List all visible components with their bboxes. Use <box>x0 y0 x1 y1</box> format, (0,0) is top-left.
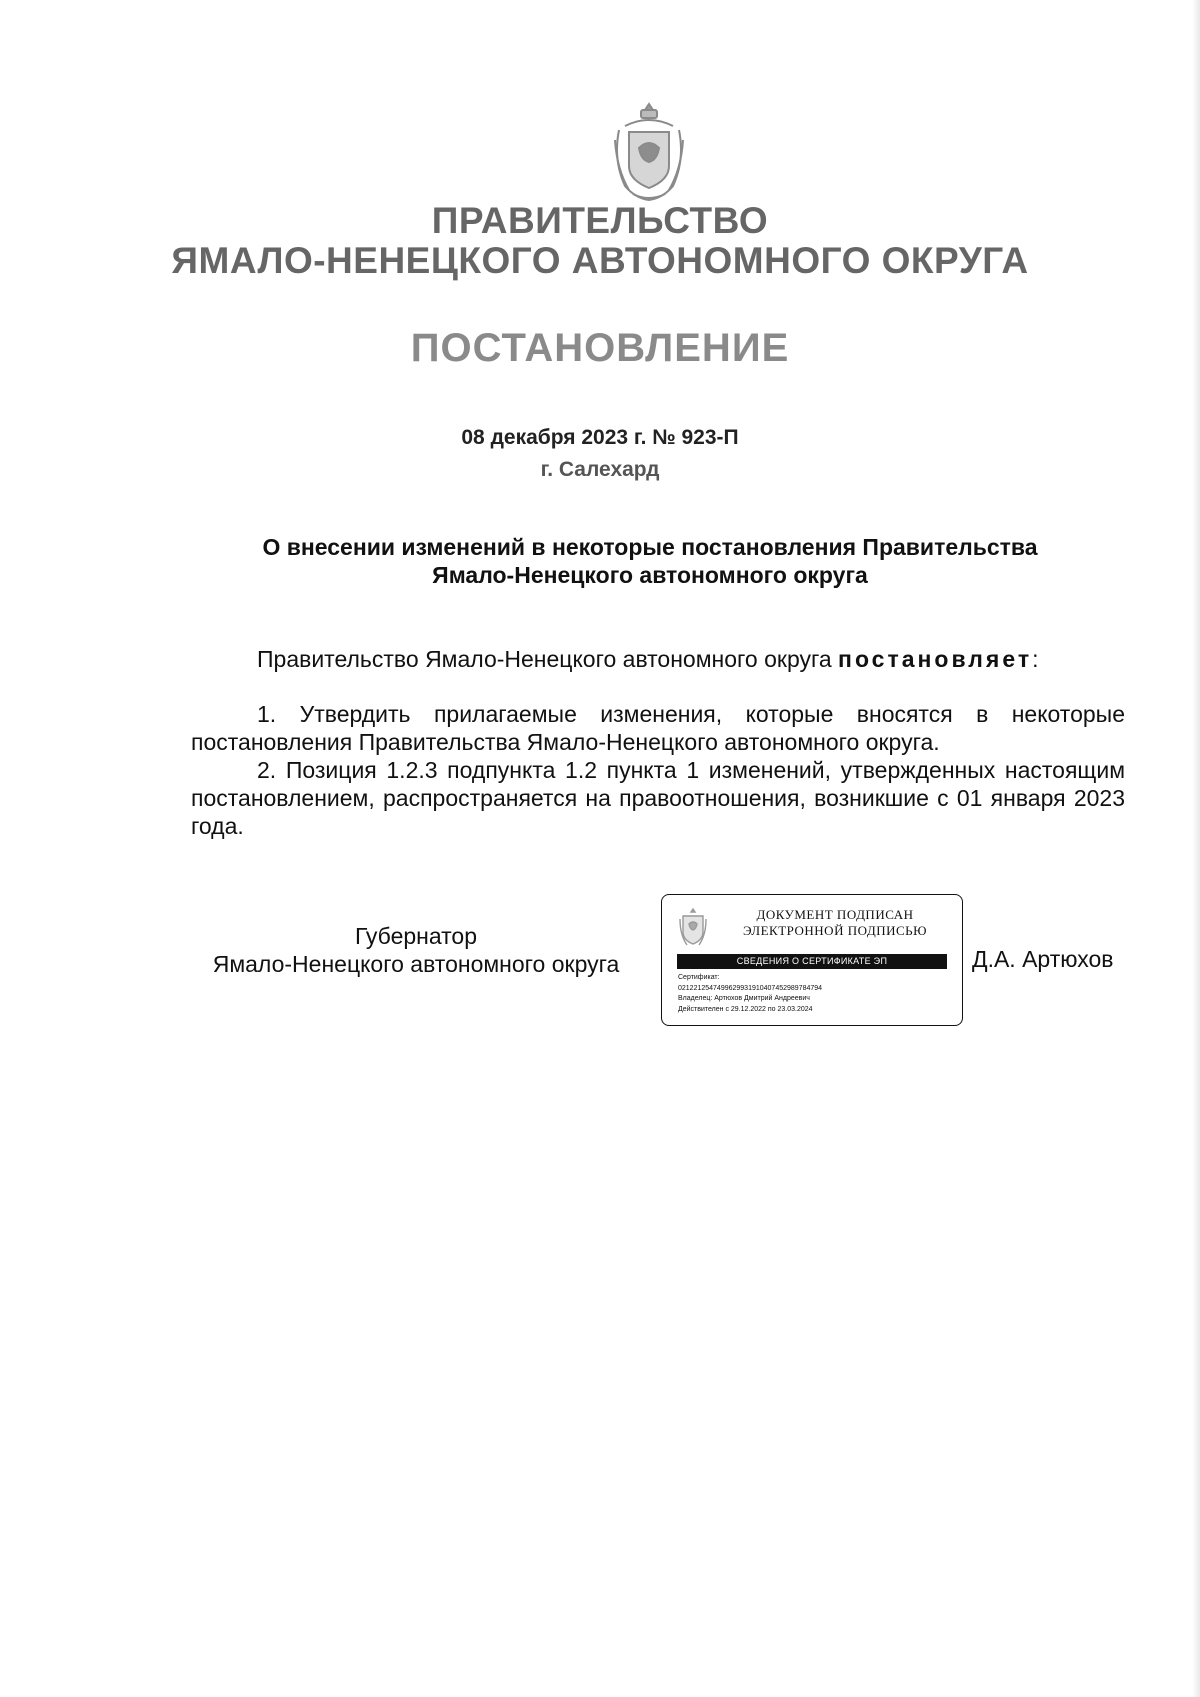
clauses-list <box>191 700 1125 840</box>
coat-of-arms-icon <box>611 100 687 204</box>
government-region: ЯМАЛО-НЕНЕЦКОГО АВТОНОМНОГО ОКРУГА <box>171 240 1029 281</box>
stamp-heading-line-2: ЭЛЕКТРОННОЙ ПОДПИСЬЮ <box>743 923 927 938</box>
document-type: ПОСТАНОВЛЕНИЕ <box>410 326 790 370</box>
clause-1: 1. Утвердить прилагаемые изменения, которые вносятся в некоторые постановления Правительства Ямало-Ненецкого автономного округа. <box>191 701 1125 755</box>
government-title: ПРАВИТЕЛЬСТВО <box>431 200 769 241</box>
certificate-info-bar: СВЕДЕНИЯ О СЕРТИФИКАТЕ ЭП <box>677 954 947 969</box>
document-city: г. Салехард <box>540 458 660 481</box>
certificate-number: 0212212547499629931910407452989784794 <box>678 984 823 992</box>
document-subject <box>200 533 1100 589</box>
signer-position <box>191 922 641 978</box>
certificate-label: Сертификат: <box>678 974 720 981</box>
document-date-number: 08 декабря 2023 г. № 923-П <box>461 426 739 449</box>
certificate-validity: Действителен с 29.12.2022 по 23.03.2024 <box>678 1005 813 1013</box>
signer-name: Д.А. Артюхов <box>972 946 1114 972</box>
preamble <box>191 645 1125 673</box>
stamp-heading-line-1: ДОКУМЕНТ ПОДПИСАН <box>756 907 914 922</box>
signer-position-line-2: Ямало-Ненецкого автономного округа <box>212 951 620 977</box>
certificate-details <box>678 973 958 1015</box>
clause-2: 2. Позиция 1.2.3 подпункта 1.2 пункта 1 изменений, утвержденных настоящим постановлением, распространяется на правоотношения, возникшие с 01 января 2023 года. <box>191 757 1125 839</box>
preamble-colon: : <box>1032 646 1039 672</box>
certificate-owner: Владелец: Артюхов Дмитрий Андреевич <box>678 995 810 1002</box>
stamp-coat-of-arms-icon <box>678 907 708 949</box>
preamble-text: Правительство Ямало-Ненецкого автономного округа <box>257 646 832 672</box>
signer-position-line-1: Губернатор <box>354 923 478 949</box>
preamble-keyword: постановляет <box>838 646 1033 672</box>
subject-line-1: О внесении изменений в некоторые постановления Правительства <box>262 534 1038 560</box>
stamp-heading <box>720 907 950 939</box>
subject-line-2: Ямало-Ненецкого автономного округа <box>432 562 868 588</box>
electronic-signature-stamp <box>661 894 963 1026</box>
